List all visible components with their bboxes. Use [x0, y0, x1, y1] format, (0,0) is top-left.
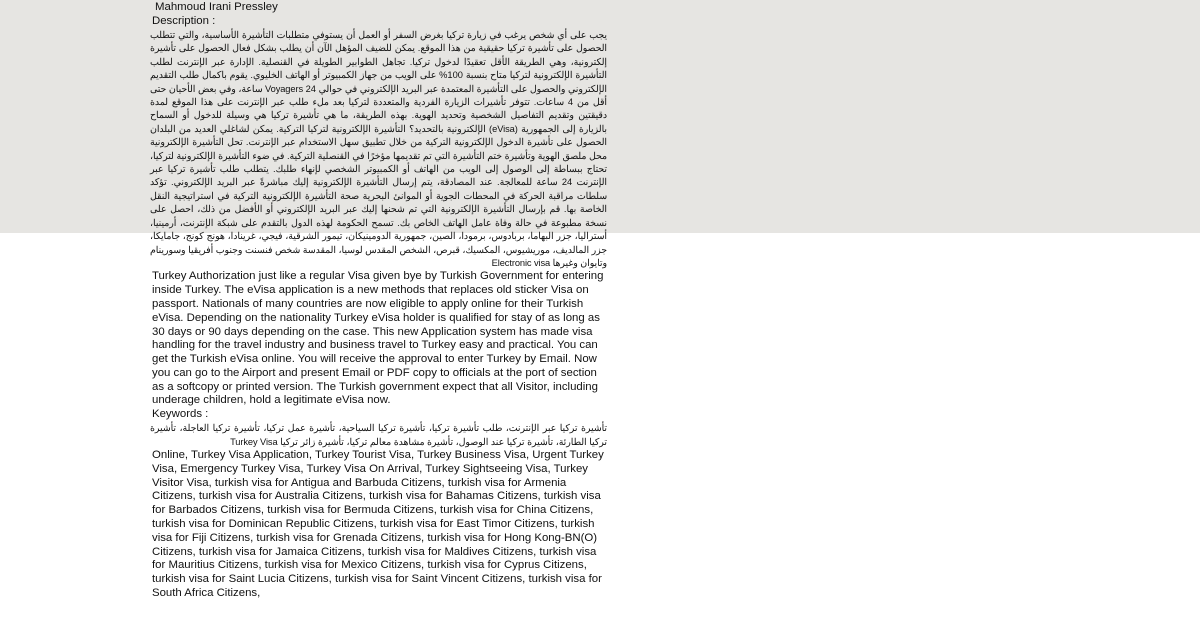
description-arabic: يجب على أي شخص يرغب في زيارة تركيا بغرض السفر أو العمل أن يستوفي متطلبات التأشيرة الأساسية، والتي تتطلب الحصول على تأشيرة تركيا حقيقية من هذا الموقع. يمكن للضيف المؤهل الآن أن يطلب بشكل فعال الحصول على تأشيرة إلكترونية، وهي الطريقة الأقل تعقيدًا لدخول تركيا. تجاهل الطوابير الطويلة في القنصلية. الإدارة عبر الإنترنت لطلب التأشيرة الإلكترونية لتركيا متاح بنسبة 100% على الويب من جهاز الكمبيوتر أو الهاتف الخليوي. يقوم باكمال طلب التقديم الإلكتروني والحصول على التأشيرة المعتمدة عبر البريد الإلكتروني في حوالي 24 Voyagers ساعة، وفي بعض الأحيان حتى أقل من 4 ساعات. تتوفر تأشيرات الزيارة الفردية والمتعددة لتركيا بعد ملء طلب عبر الإنترنت على هذا الموقع لمدة دقيقتين وتقديم التفاصيل الشخصية وتحديد الهوية. بهذه الطريقة، ما هي تأشيرة تركيا هي وسيلة للدخول أو السماح بالزيارة إلى الجمهورية (eVisa) الإلكترونية بالتحديد؟ التأشيرة الإلكترونية لتركيا التركية. يمكن لشاغلي العديد من البلدان الحصول على تأشيرة الدخول الإلكترونية التركية من خلال تطبيق سهل الاستخدام عبر الإنترنت. تحل التأشيرة الإلكترونية محل ملصق الهوية وتأشيرة ختم التأشيرة التي تم تقديمها مؤخرًا في القنصلية التركية. في ضوء التأشيرة الإلكترونية لتركيا، تحتاج ببساطة إلى الوصول إلى الويب من الهاتف أو الكمبيوتر الشخصي لإنهاء طلبك. يتطلب طلب تأشيرة تركيا عبر الإنترنت 24 ساعة للمعالجة. عند المصادقة، يتم إرسال التأشيرة الإلكترونية إليك مباشرةً عبر البريد الإلكتروني. تؤكد سلطات مراقبة الحركة في المحطات الجوية أو الموانئ البحرية صحة التأشيرة الإلكترونية التركية في استراتيجية النقل الخاصة بها. قم بإرسال التأشيرة الإلكترونية التي تم شحنها إليك عبر البريد الإلكتروني أو الأفضل من ذلك، احصل على نسخة مطبوعة في حالة وفاة عامل الهاتف الخاص بك. تسمح الحكومة لهذه الدول بالتقدم على شبكة الإنترنت، أرمينيا، أستراليا، جزر البهاما، بربادوس، برمودا، الصين، جمهورية الدومينيكان، تيمور الشرقية، فيجي، غرينادا، هونج كونج، جامايكا، جزر المالديف، موريشيوس، المكسيك، قبرص، الشخص المقدس لوسيا، المقدسة شخص فنسنت وجنوب أفريقيا وسورينام وتايوان وغيرها Electronic visa: [149, 30, 607, 268]
description-english: Turkey Authorization just like a regular Visa given bye by Turkish Government for entering inside Turkey. The eVisa application is a new methods that replaces old sticker Visa on passport. Nationals of many countries are now eligible to apply online for their Turkish eVisa. Depending on the nationality Turkey eVisa holder is qualified for stay of as long as 30 days or 90 days depending on the case. This new Application system has made visa handling for the travel industry and business travel to Turkey easy and practical. You can get the Turkish eVisa online. You will receive the approval to enter Turkey by Email. Now you can go to the Airport and present Email or PDF copy to officials at the port of section as a softcopy or printed version. The Turkish government expect that all Visitor, including underage children, hold a legitimate eVisa now.: [152, 270, 604, 407]
keywords-arabic: تأشيرة تركيا عبر الإنترنت، طلب تأشيرة تركيا، تأشيرة تركيا السياحية، تأشيرة عمل تركيا، تأشيرة تركيا العاجلة، تأشيرة تركيا الطارئة، تأشيرة تركيا عند الوصول، تأشيرة مشاهدة معالم تركيا، تأشيرة زائر تركيا Turkey Visa: [150, 423, 607, 447]
profile-document: [149, 1, 607, 601]
author-name: Mahmoud Irani Pressley: [155, 1, 278, 13]
keywords-english: Online, Turkey Visa Application, Turkey Tourist Visa, Turkey Business Visa, Urgent Turkey Visa, Emergency Turkey Visa, Turkey Visa On Arrival, Turkey Sightseeing Visa, Turkey Visitor Visa, turkish visa for Antigua and Barbuda Citizens, turkish visa for Armenia Citizens, turkish visa for Australia Citizens, turkish visa for Bahamas Citizens, turkish visa for Barbados Citizens, turkish visa for Bermuda Citizens, turkish visa for China Citizens, turkish visa for Dominican Republic Citizens, turkish visa for East Timor Citizens, turkish visa for Fiji Citizens, turkish visa for Grenada Citizens, turkish visa for Hong Kong-BN(O) Citizens, turkish visa for Jamaica Citizens, turkish visa for Maldives Citizens, turkish visa for Mauritius Citizens, turkish visa for Mexico Citizens, turkish visa for Cyprus Citizens, turkish visa for Saint Lucia Citizens, turkish visa for Saint Vincent Citizens, turkish visa for South Africa Citizens,: [152, 449, 604, 600]
description-label: Description :: [152, 15, 216, 27]
keywords-label: Keywords :: [152, 408, 209, 421]
